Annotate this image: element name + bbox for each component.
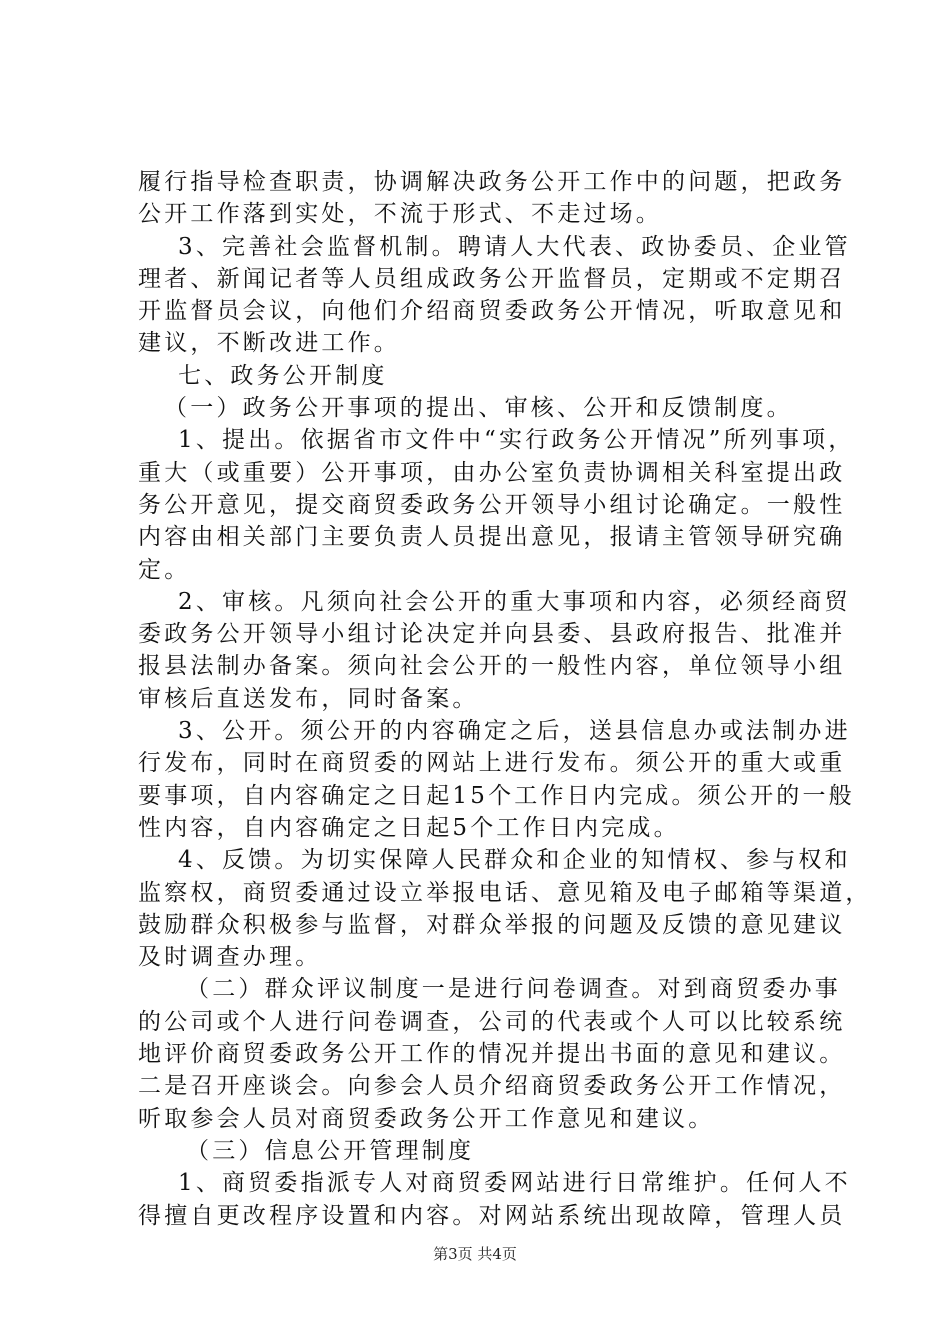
text-line: 务公开意见，提交商贸委政务公开领导小组讨论确定。一般性 (138, 491, 846, 518)
text-line: 重大（或重要）公开事项，由办公室负责协调相关科室提出政 (138, 459, 846, 486)
text-line: 二是召开座谈会。向参会人员介绍商贸委政务公开工作情况， (138, 1073, 846, 1100)
text-line: 鼓励群众积极参与监督，对群众举报的问题及反馈的意见建议 (138, 911, 846, 938)
subsection-heading: （二）群众评议制度一是进行问卷调查。对到商贸委办事 (186, 976, 841, 1003)
text-line: 定。 (138, 556, 191, 583)
text-line: 2、审核。凡须向社会公开的重大事项和内容，必须经商贸 (178, 588, 851, 615)
text-line: 3、公开。须公开的内容确定之后，送县信息办或法制办进 (178, 718, 851, 745)
text-line: 及时调查办理。 (138, 944, 322, 971)
text-line: 1、商贸委指派专人对商贸委网站进行日常维护。任何人不 (178, 1170, 851, 1197)
text-line: 内容由相关部门主要负责人员提出意见，报请主管领导研究确 (138, 524, 846, 551)
document-body (138, 166, 872, 1232)
page-number-footer: 第3页 共4页 (433, 1245, 517, 1263)
text-line: 报县法制办备案。须向社会公开的一般性内容，单位领导小组 (138, 653, 846, 680)
subsection-heading: （一）政务公开事项的提出、审核、公开和反馈制度。 (164, 395, 793, 422)
text-line: 4、反馈。为切实保障人民群众和企业的知情权、参与权和 (178, 847, 851, 874)
text-line: 公开工作落到实处，不流于形式、不走过场。 (138, 201, 662, 228)
text-line: 3、完善社会监督机制。聘请人大代表、政协委员、企业管 (178, 233, 851, 260)
text-line: 委政务公开领导小组讨论决定并向县委、县政府报告、批准并 (138, 621, 846, 648)
text-line: 履行指导检查职责，协调解决政务公开工作中的问题，把政务 (138, 169, 846, 195)
text-line: 审核后直送发布，同时备案。 (138, 685, 479, 712)
text-line: 1、提出。依据省市文件中“实行政务公开情况”所列事项， (178, 427, 855, 454)
text-line: 听取参会人员对商贸委政务公开工作意见和建议。 (138, 1105, 715, 1132)
text-line: 得擅自更改程序设置和内容。对网站系统出现故障，管理人员 (138, 1202, 846, 1229)
text-line: 的公司或个人进行问卷调查，公司的代表或个人可以比较系统 (138, 1008, 846, 1035)
text-line: 理者、新闻记者等人员组成政务公开监督员，定期或不定期召 (138, 265, 846, 292)
text-line: 监察权，商贸委通过设立举报电话、意见箱及电子邮箱等渠道， (138, 879, 872, 906)
section-heading: 七、政务公开制度 (178, 362, 388, 389)
text-line: 行发布，同时在商贸委的网站上进行发布。须公开的重大或重 (138, 750, 846, 777)
text-line: 开监督员会议，向他们介绍商贸委政务公开情况，听取意见和 (138, 298, 846, 325)
text-line: 要事项，自内容确定之日起15个工作日内完成。须公开的一般 (138, 782, 855, 809)
subsection-heading: （三）信息公开管理制度 (186, 1137, 475, 1164)
text-line: 建议，不断改进工作。 (138, 330, 400, 357)
text-line: 性内容，自内容确定之日起5个工作日内完成。 (138, 814, 680, 841)
text-line: 地评价商贸委政务公开工作的情况并提出书面的意见和建议。 (138, 1041, 846, 1068)
